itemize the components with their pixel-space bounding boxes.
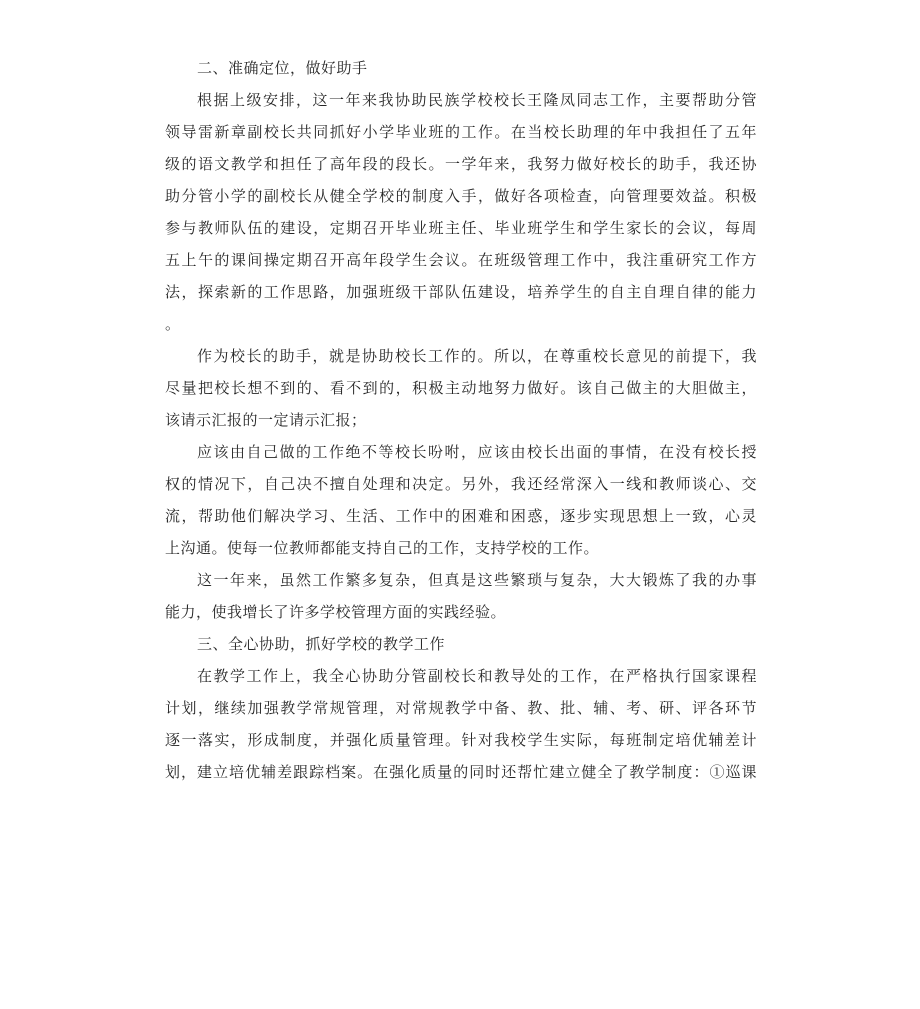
text-line: 应该由自己做的工作绝不等校长吩咐，应该由校长出面的事情，在没有校长授 [197,443,757,461]
document-page [165,52,757,788]
text-line: 。 [165,315,181,333]
text-line: 在教学工作上，我全心协助分管副校长和教导处的工作，在严格执行国家课程 [197,667,757,685]
text-line: 领导雷新章副校长共同抓好小学毕业班的工作。在当校长助理的年中我担任了五年 [165,123,757,141]
text-line: 级的语文教学和担任了高年段的段长。一学年来，我努力做好校长的助手，我还协 [165,155,757,173]
text-line: 该请示汇报的一定请示汇报； [165,411,367,429]
text-line: 流，帮助他们解决学习、生活、工作中的困难和困惑，逐步实现思想上一致，心灵 [165,507,757,525]
text-line: 上沟通。使每一位教师都能支持自己的工作，支持学校的工作。 [165,539,600,557]
text-line: 逐一落实，形成制度，并强化质量管理。针对我校学生实际，每班制定培优辅差计 [165,731,757,749]
text-line: 参与教师队伍的建设，定期召开毕业班主任、毕业班学生和学生家长的会议，每周 [165,219,757,237]
text-line: 法，探索新的工作思路，加强班级干部队伍建设，培养学生的自主自理自律的能力 [165,283,757,301]
text-line: 根据上级安排，这一年来我协助民族学校校长王隆凤同志工作，主要帮助分管 [197,91,757,109]
text-line: 尽量把校长想不到的、看不到的，积极主动地努力做好。该自己做主的大胆做主， [165,379,757,397]
text-line: 助分管小学的副校长从健全学校的制度入手，做好各项检查，向管理要效益。积极 [165,187,757,205]
text-line: 计划，继续加强教学常规管理，对常规教学中备、教、批、辅、考、研、评各环节 [165,699,757,717]
text-line: 能力，使我增长了许多学校管理方面的实践经验。 [165,603,507,621]
section-heading: 二、准确定位，做好助手 [197,59,368,77]
text-line: 作为校长的助手，就是协助校长工作的。所以，在尊重校长意见的前提下，我 [197,347,757,365]
section-heading: 三、全心协助，抓好学校的教学工作 [197,635,446,653]
text-line: 这一年来，虽然工作繁多复杂，但真是这些繁琐与复杂，大大锻炼了我的办事 [197,571,757,589]
text-line: 权的情况下，自己决不擅自处理和决定。另外，我还经常深入一线和教师谈心、交 [165,475,757,493]
text-line: 划，建立培优辅差跟踪档案。在强化质量的同时还帮忙建立健全了教学制度：①巡课 [165,763,757,781]
text-line: 五上午的课间操定期召开高年段学生会议。在班级管理工作中，我注重研究工作方 [165,251,757,269]
